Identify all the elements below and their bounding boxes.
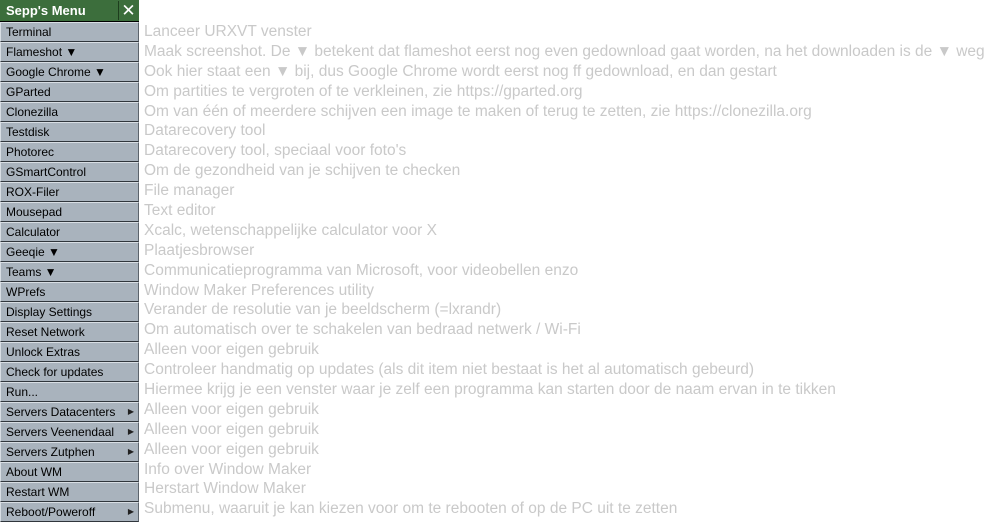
menu-item-wprefs[interactable] [0, 282, 139, 302]
menu-item-description: Hiermee krijg je een venster waar je zelf een programma kan starten door de naam ervan in te tikken [144, 381, 836, 399]
menu-item-run[interactable] [0, 382, 139, 402]
menu-item-label: Display Settings [6, 305, 93, 319]
menu-item-label: GParted [6, 85, 51, 99]
menu-item-gparted[interactable] [0, 82, 139, 102]
menu-item-description: Communicatieprogramma van Microsoft, voor videobellen enzo [144, 261, 579, 279]
menu-item-calculator[interactable] [0, 222, 139, 242]
menu-item-label: Reset Network [6, 325, 85, 339]
menu-item-description: Om automatisch over te schakelen van bedraad netwerk / Wi-Fi [144, 321, 581, 339]
menu-item-label: Terminal [6, 25, 52, 39]
menu-item-description: Xcalc, wetenschappelijke calculator voor X [144, 221, 437, 239]
menu-item-label: GSmartControl [6, 165, 87, 179]
description-list [144, 22, 1007, 519]
menu-item-terminal[interactable] [0, 22, 139, 42]
menu-item-label: Testdisk [6, 125, 50, 139]
menu-item-google-chrome[interactable] [0, 62, 139, 82]
menu-item-label: Run... [6, 385, 39, 399]
menu-item-label: ROX-Filer [6, 185, 60, 199]
menu-item-geeqie[interactable] [0, 242, 139, 262]
menu-item-label: Flameshot ▼ [6, 45, 78, 59]
menu-item-description: Info over Window Maker [144, 460, 312, 478]
menu-item-gsmartcontrol[interactable] [0, 162, 139, 182]
menu-item-description: Alleen voor eigen gebruik [144, 400, 319, 418]
menu-item-description: Ook hier staat een ▼ bij, dus Google Chrome wordt eerst nog ff gedownload, en dan gestart [144, 62, 777, 80]
menu-item-label: Mousepad [6, 205, 63, 219]
menu-item-label: Unlock Extras [6, 345, 81, 359]
menu-item-label: Clonezilla [6, 105, 59, 119]
menu-item-description: Om partities te vergroten of te verkleinen, zie https://gparted.org [144, 82, 583, 100]
menu-item-description: Text editor [144, 202, 216, 220]
menu-item-clonezilla[interactable] [0, 102, 139, 122]
menu-item-description: Submenu, waaruit je kan kiezen voor om te rebooten of op de PC uit te zetten [144, 500, 678, 518]
menu-item-description: Herstart Window Maker [144, 480, 306, 498]
menu-item-description: Verander de resolutie van je beeldscherm (=lxrandr) [144, 301, 502, 319]
menu-item-description: Om de gezondheid van je schijven te checken [144, 162, 461, 180]
menu-title-bar[interactable] [0, 0, 139, 22]
menu-title: Sepp's Menu [6, 3, 86, 18]
menu-item-description: Alleen voor eigen gebruik [144, 341, 319, 359]
submenu-arrow-icon: ▶ [127, 427, 134, 436]
menu-item-label: Servers Veenendaal [6, 425, 115, 439]
menu-item-restart-wm[interactable] [0, 482, 139, 502]
close-icon[interactable]: ✕ [118, 1, 138, 20]
menu-item-description: File manager [144, 182, 235, 200]
menu-item-description: Window Maker Preferences utility [144, 281, 374, 299]
menu-item-label: Photorec [6, 145, 55, 159]
menu-item-label: Servers Datacenters [6, 405, 116, 419]
menu-item-description: Lanceer URXVT venster [144, 23, 312, 40]
menu-item-label: Check for updates [6, 365, 104, 379]
menu-item-display-settings[interactable] [0, 302, 139, 322]
menu-item-label: Restart WM [6, 485, 70, 499]
menu-item-unlock-extras[interactable] [0, 342, 139, 362]
submenu-arrow-icon: ▶ [127, 407, 134, 416]
menu-item-reboot-poweroff[interactable] [0, 502, 139, 522]
menu-item-label: WPrefs [6, 285, 46, 299]
menu-item-description: Alleen voor eigen gebruik [144, 420, 319, 438]
menu-item-description: Om van één of meerdere schijven een image te maken of terug te zetten, zie https://clonezilla.org [144, 102, 812, 120]
menu-item-servers-veenendaal[interactable] [0, 422, 139, 442]
menu-item-description: Datarecovery tool, speciaal voor foto's [144, 142, 407, 160]
menu-item-mousepad[interactable] [0, 202, 139, 222]
menu-item-photorec[interactable] [0, 142, 139, 162]
menu-item-description: Plaatjesbrowser [144, 241, 255, 259]
menu-item-description: Datarecovery tool [144, 122, 266, 140]
menu-item-label: Servers Zutphen [6, 445, 95, 459]
menu-item-label: About WM [6, 465, 63, 479]
menu-item-label: Reboot/Poweroff [6, 505, 96, 519]
menu-item-list [0, 22, 139, 522]
menu-item-testdisk[interactable] [0, 122, 139, 142]
menu-item-description: Alleen voor eigen gebruik [144, 440, 319, 458]
menu-item-reset-network[interactable] [0, 322, 139, 342]
submenu-arrow-icon: ▶ [127, 447, 134, 456]
menu-item-rox-filer[interactable] [0, 182, 139, 202]
menu-item-flameshot[interactable] [0, 42, 139, 62]
menu-item-label: Google Chrome ▼ [6, 65, 106, 79]
menu-item-servers-datacenters[interactable] [0, 402, 139, 422]
menu-item-about-wm[interactable] [0, 462, 139, 482]
menu-item-label: Teams ▼ [6, 265, 57, 279]
menu-item-description: Maak screenshot. De ▼ betekent dat flameshot eerst nog even gedownload gaat worden, na het downloaden is de ▼ weg [144, 42, 985, 60]
menu-item-check-for-updates[interactable] [0, 362, 139, 382]
menu-item-label: Calculator [6, 225, 61, 239]
menu-item-description: Controleer handmatig op updates (als dit item niet bestaat is het al automatisch gebeurd) [144, 361, 755, 379]
submenu-arrow-icon: ▶ [127, 507, 134, 516]
menu-item-teams[interactable] [0, 262, 139, 282]
menu-item-label: Geeqie ▼ [6, 245, 60, 259]
menu-item-servers-zutphen[interactable] [0, 442, 139, 462]
window-maker-menu [0, 0, 139, 522]
